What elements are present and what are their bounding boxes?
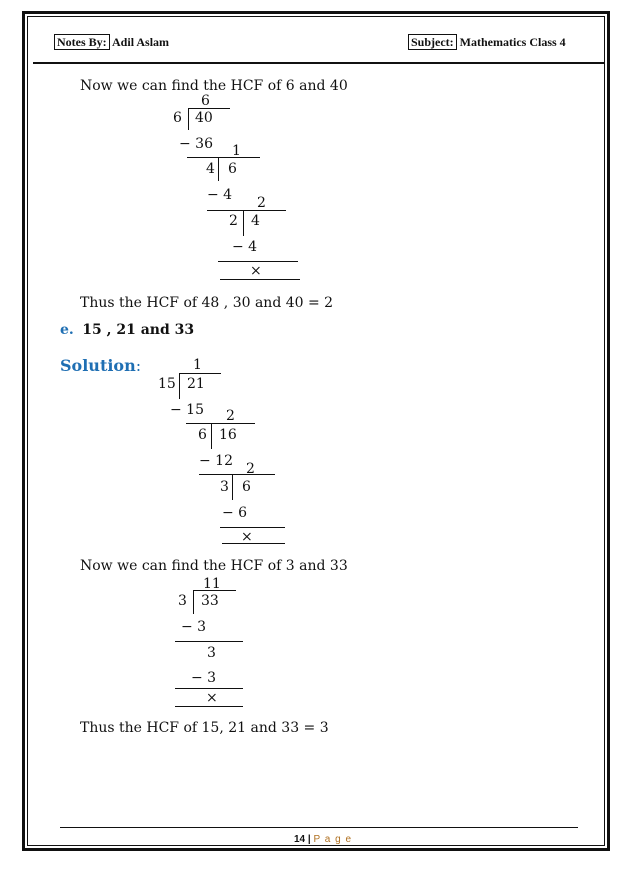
solution-label: Solution (60, 356, 136, 375)
remainder-zero: × (206, 690, 218, 706)
result-hcf-48-30-40: Thus the HCF of 48 , 30 and 40 = 2 (80, 295, 334, 311)
intro-hcf-3-33: Now we can find the HCF of 3 and 33 (80, 558, 348, 574)
division-bar (207, 210, 286, 211)
subtraction: − 3 (191, 670, 217, 686)
part-title: 15 , 21 and 33 (82, 322, 195, 338)
page-word: P a g e (313, 834, 353, 845)
solution-colon: : (135, 356, 142, 375)
divisor: 6 (198, 427, 207, 443)
footer-rule (60, 827, 578, 828)
divisor: 15 (158, 376, 176, 392)
dividend: 6 (228, 161, 237, 177)
page-number: 14 (294, 834, 306, 845)
subtraction: − 6 (222, 505, 248, 521)
dividend: 4 (251, 213, 260, 229)
subtraction: − 4 (207, 187, 233, 203)
page-footer (294, 832, 352, 848)
remainder-zero: × (250, 263, 262, 279)
part-heading (60, 322, 194, 338)
division-bar (175, 641, 243, 642)
remainder-zero: × (241, 529, 253, 545)
subtraction: − 15 (170, 402, 204, 418)
solution-heading (60, 357, 141, 375)
quotient: 1 (193, 357, 202, 373)
division-bar (175, 706, 243, 707)
divisor: 4 (206, 161, 215, 177)
divisor: 6 (173, 110, 182, 126)
division-bracket (193, 590, 194, 614)
division-bar (220, 527, 285, 528)
header-subject (408, 34, 566, 50)
notes-author: Adil Aslam (112, 35, 170, 49)
dividend: 21 (187, 376, 205, 392)
dividend: 33 (201, 593, 219, 609)
quotient: 6 (201, 93, 210, 109)
dividend: 16 (219, 427, 237, 443)
subject-label: Subject: (408, 34, 457, 50)
division-bar (218, 261, 298, 262)
part-letter: e. (60, 322, 74, 338)
division-bar (199, 474, 275, 475)
subtraction: − 12 (199, 453, 233, 469)
header-rule (33, 62, 604, 64)
quotient: 1 (232, 143, 241, 159)
dividend: 40 (195, 110, 213, 126)
intro-hcf-6-40: Now we can find the HCF of 6 and 40 (80, 78, 348, 94)
division-bracket (188, 108, 189, 130)
quotient: 2 (226, 408, 235, 424)
division-bar (220, 279, 300, 280)
divisor: 3 (178, 593, 187, 609)
division-bar (188, 108, 230, 109)
division-bar (175, 688, 243, 689)
division-bar (179, 373, 221, 374)
subject-value: Mathematics Class 4 (459, 35, 566, 49)
quotient: 11 (203, 576, 221, 592)
division-bracket (179, 373, 180, 399)
division-bracket (211, 423, 212, 449)
division-bracket (243, 210, 244, 236)
dividend: 6 (242, 479, 251, 495)
division-bar (194, 590, 236, 591)
result-hcf-15-21-33: Thus the HCF of 15, 21 and 33 = 3 (80, 720, 329, 736)
header-notes (54, 34, 169, 50)
subtraction: − 36 (179, 136, 213, 152)
intermediate-value: 3 (207, 645, 216, 661)
divisor: 3 (220, 479, 229, 495)
division-bar (186, 423, 255, 424)
division-bar (187, 157, 260, 158)
subtraction: − 4 (232, 239, 258, 255)
division-bracket (218, 157, 219, 181)
footer-separator: | (307, 834, 311, 845)
division-bar (222, 543, 285, 544)
quotient: 2 (257, 195, 266, 211)
subtraction: − 3 (181, 619, 207, 635)
notes-label: Notes By: (54, 34, 110, 50)
division-bracket (232, 474, 233, 500)
quotient: 2 (246, 461, 255, 477)
divisor: 2 (229, 213, 238, 229)
